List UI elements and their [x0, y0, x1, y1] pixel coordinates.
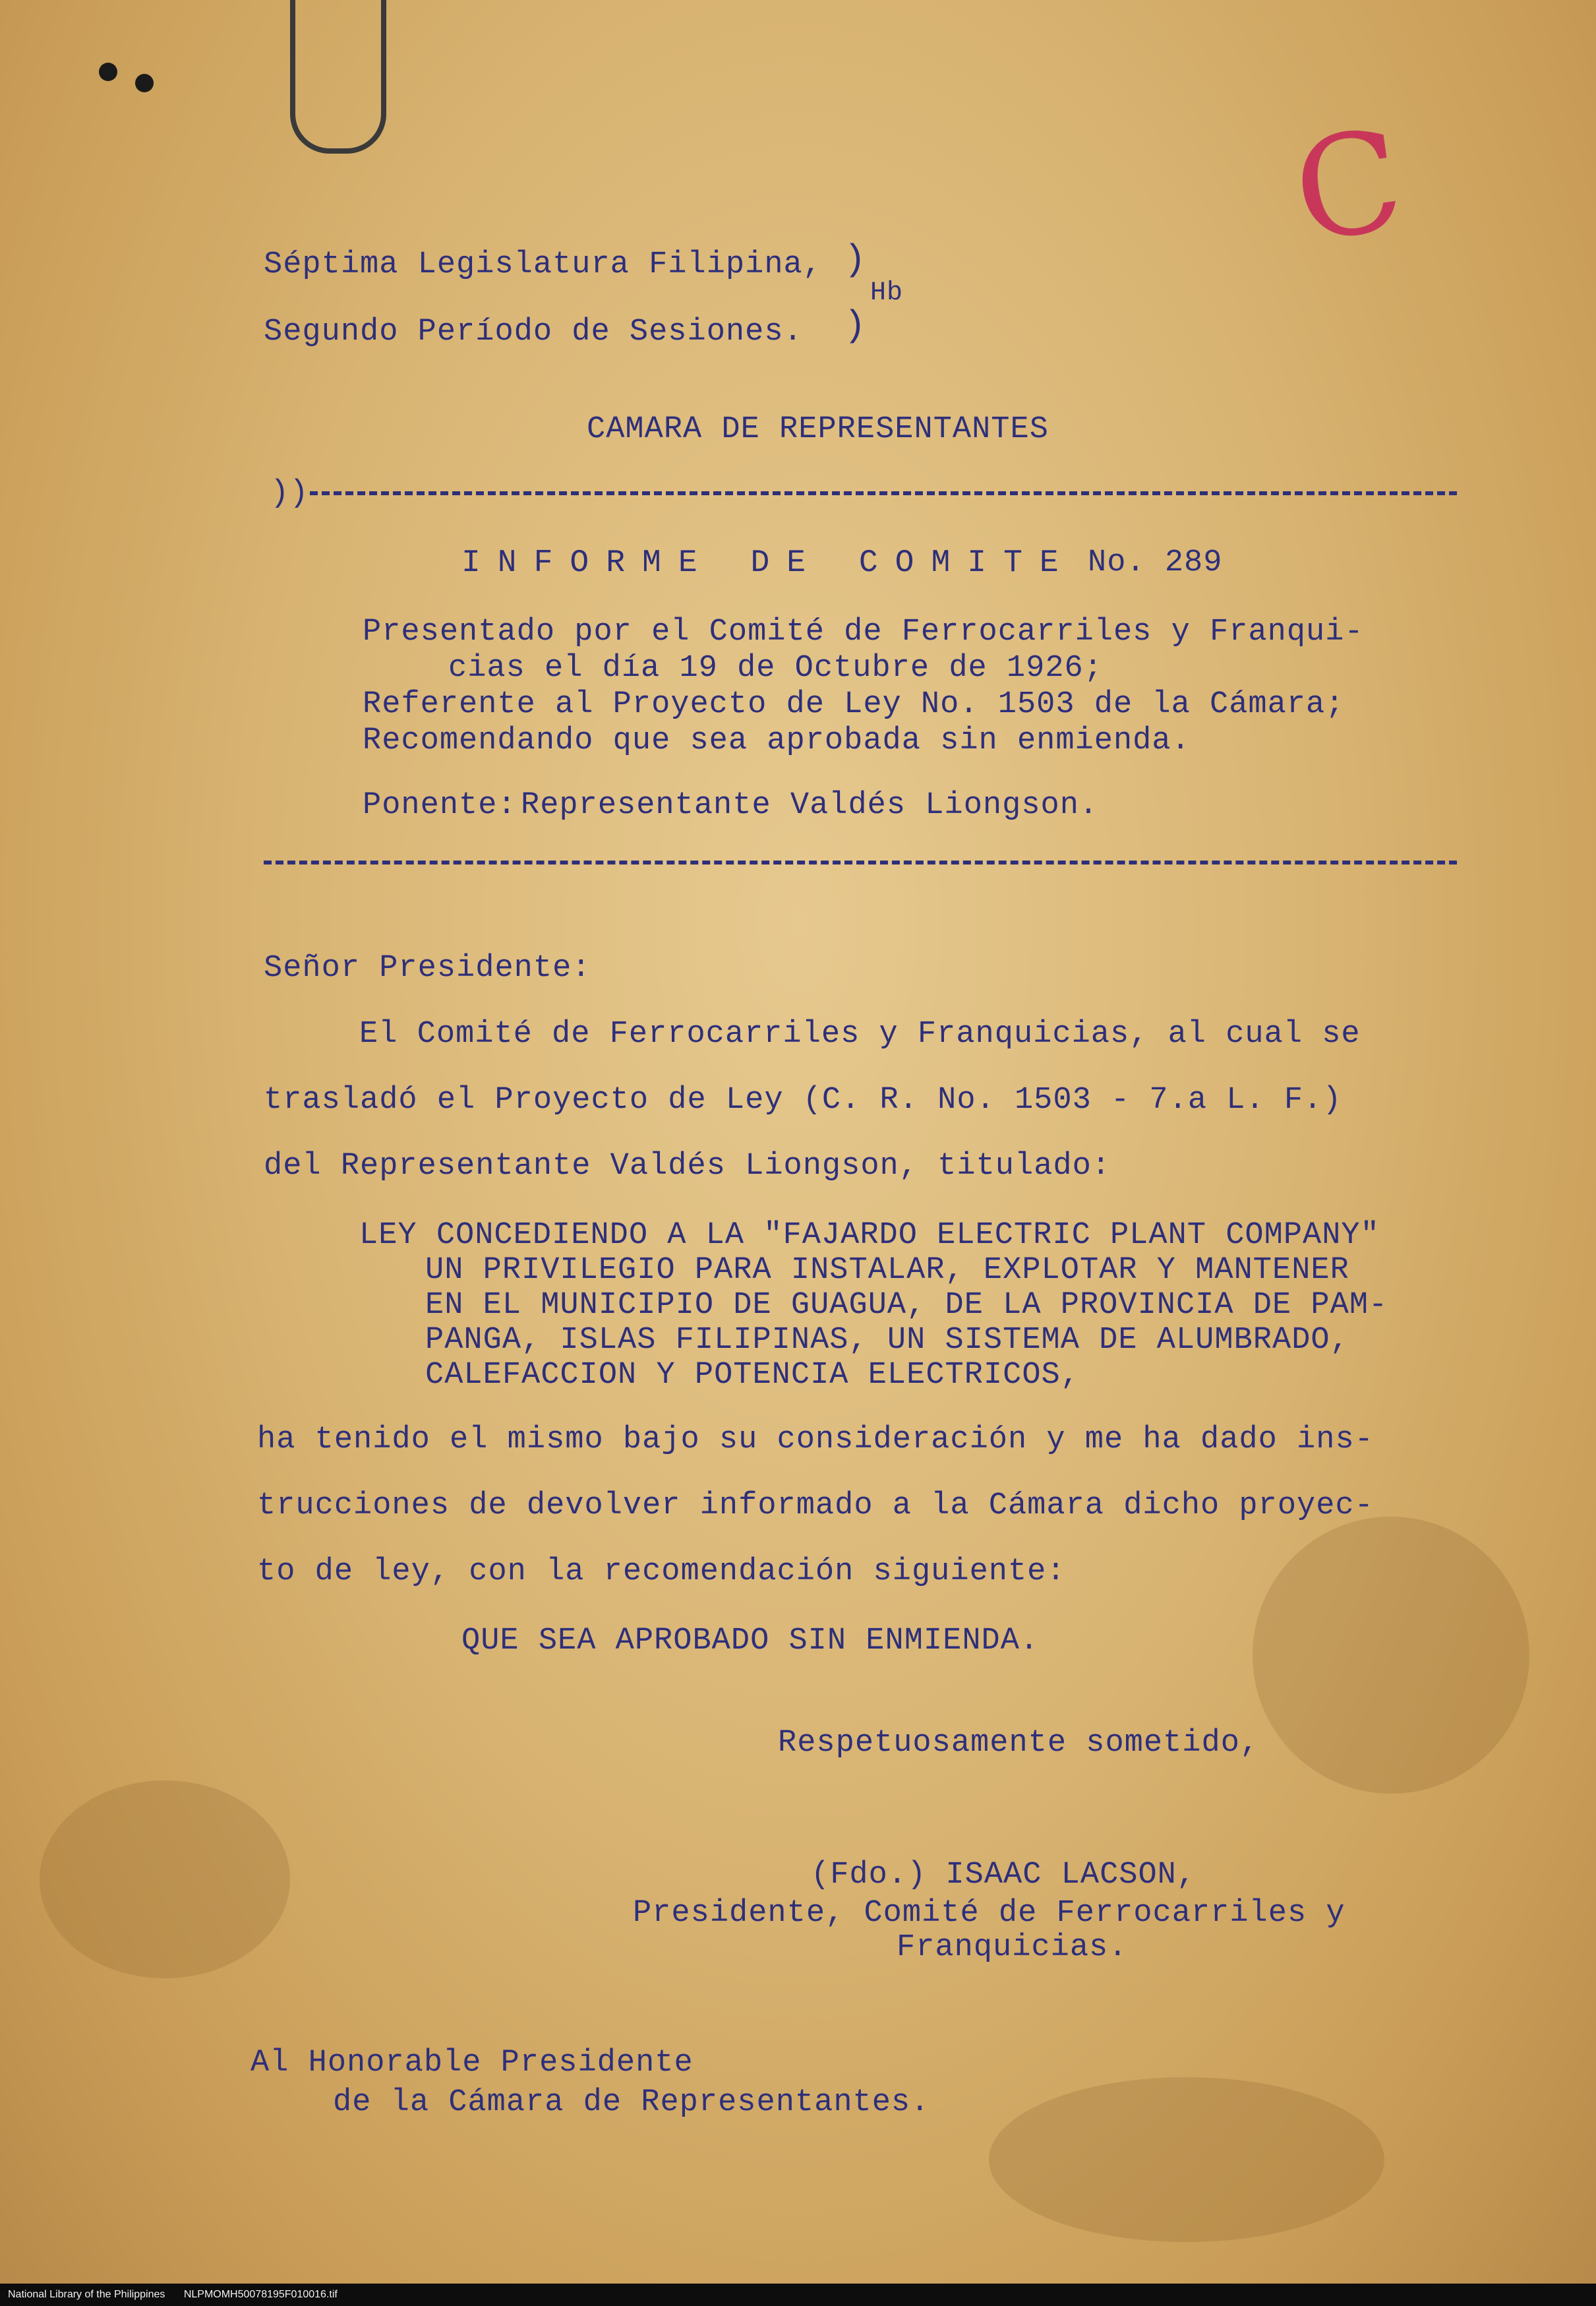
side-note: Hb [870, 278, 904, 308]
addressee-line-1: Al Honorable Presidente [251, 2046, 694, 2080]
body-line-6: to de ley, con la recomendación siguiente: [257, 1554, 1066, 1589]
report-title: INFORME DE COMITE [461, 545, 1076, 581]
presented-line-1: Presentado por el Comité de Ferrocarriles y Franqui- [363, 615, 1364, 650]
bracket: ) [844, 239, 866, 281]
session-line: Segundo Período de Sesiones. [264, 315, 803, 349]
separator-top [310, 491, 1457, 495]
law-title-line-4: PANGA, ISLAS FILIPINAS, UN SISTEMA DE ALUMBRADO, [425, 1323, 1349, 1358]
recommendation-line: Recomendando que sea aprobada sin enmienda. [363, 723, 1191, 758]
binder-hole [99, 63, 117, 81]
referente-line: Referente al Proyecto de Ley No. 1503 de la Cámara; [363, 687, 1345, 722]
law-title-line-2: UN PRIVILEGIO PARA INSTALAR, EXPLOTAR Y MANTENER [425, 1253, 1349, 1288]
ponente-label: Ponente: [363, 788, 517, 823]
body-line-1: El Comité de Ferrocarriles y Franquicias, al cual se [359, 1017, 1361, 1052]
body-line-2: trasladó el Proyecto de Ley (C. R. No. 1503 - 7.a L. F.) [264, 1083, 1342, 1118]
respectfully-submitted: Respetuosamente sometido, [778, 1726, 1260, 1761]
separator-bottom [264, 861, 1457, 865]
salutation: Señor Presidente: [264, 951, 591, 986]
law-title-line-1: LEY CONCEDIENDO A LA "FAJARDO ELECTRIC PLANT COMPANY" [359, 1218, 1380, 1253]
signature-line: (Fdo.) ISAAC LACSON, [811, 1858, 1197, 1893]
signatory-title-1: Presidente, Comité de Ferrocarriles y [633, 1896, 1345, 1931]
ponente-name: Representante Valdés Liongson. [521, 788, 1099, 823]
binder-hole [135, 74, 154, 92]
law-title-line-3: EN EL MUNICIPIO DE GUAGUA, DE LA PROVINCIA DE PAM- [425, 1288, 1388, 1323]
footer-credit: National Library of the Philippines [8, 2289, 165, 2300]
chamber-heading: CAMARA DE REPRESENTANTES [587, 412, 1049, 447]
scan-footer [0, 2284, 1596, 2306]
body-line-5: trucciones de devolver informado a la Cámara dicho proyec- [257, 1488, 1374, 1523]
signatory-title-2: Franquicias. [897, 1930, 1128, 1965]
stain [989, 2077, 1384, 2242]
addressee-line-2: de la Cámara de Representantes. [333, 2085, 930, 2120]
bracket: ) [844, 305, 866, 347]
handwritten-mark: C [1284, 99, 1412, 274]
separator-marks: )) [270, 476, 309, 511]
law-title-line-5: CALEFACCION Y POTENCIA ELECTRICOS, [425, 1358, 1080, 1393]
stain [40, 1780, 290, 1978]
report-number: No. 289 [1088, 545, 1223, 580]
paper-clip [290, 0, 386, 154]
presented-line-2: cias el día 19 de Octubre de 1926; [448, 651, 1103, 686]
stain [1253, 1517, 1529, 1794]
footer-filename: NLPMOMH50078195F010016.tif [183, 2289, 338, 2300]
body-line-3: del Representante Valdés Liongson, titulado: [264, 1149, 1111, 1184]
recommendation-text: QUE SEA APROBADO SIN ENMIENDA. [461, 1623, 1040, 1658]
body-line-4: ha tenido el mismo bajo su consideración y me ha dado ins- [257, 1422, 1374, 1457]
legislature-line: Séptima Legislatura Filipina, [264, 247, 822, 282]
